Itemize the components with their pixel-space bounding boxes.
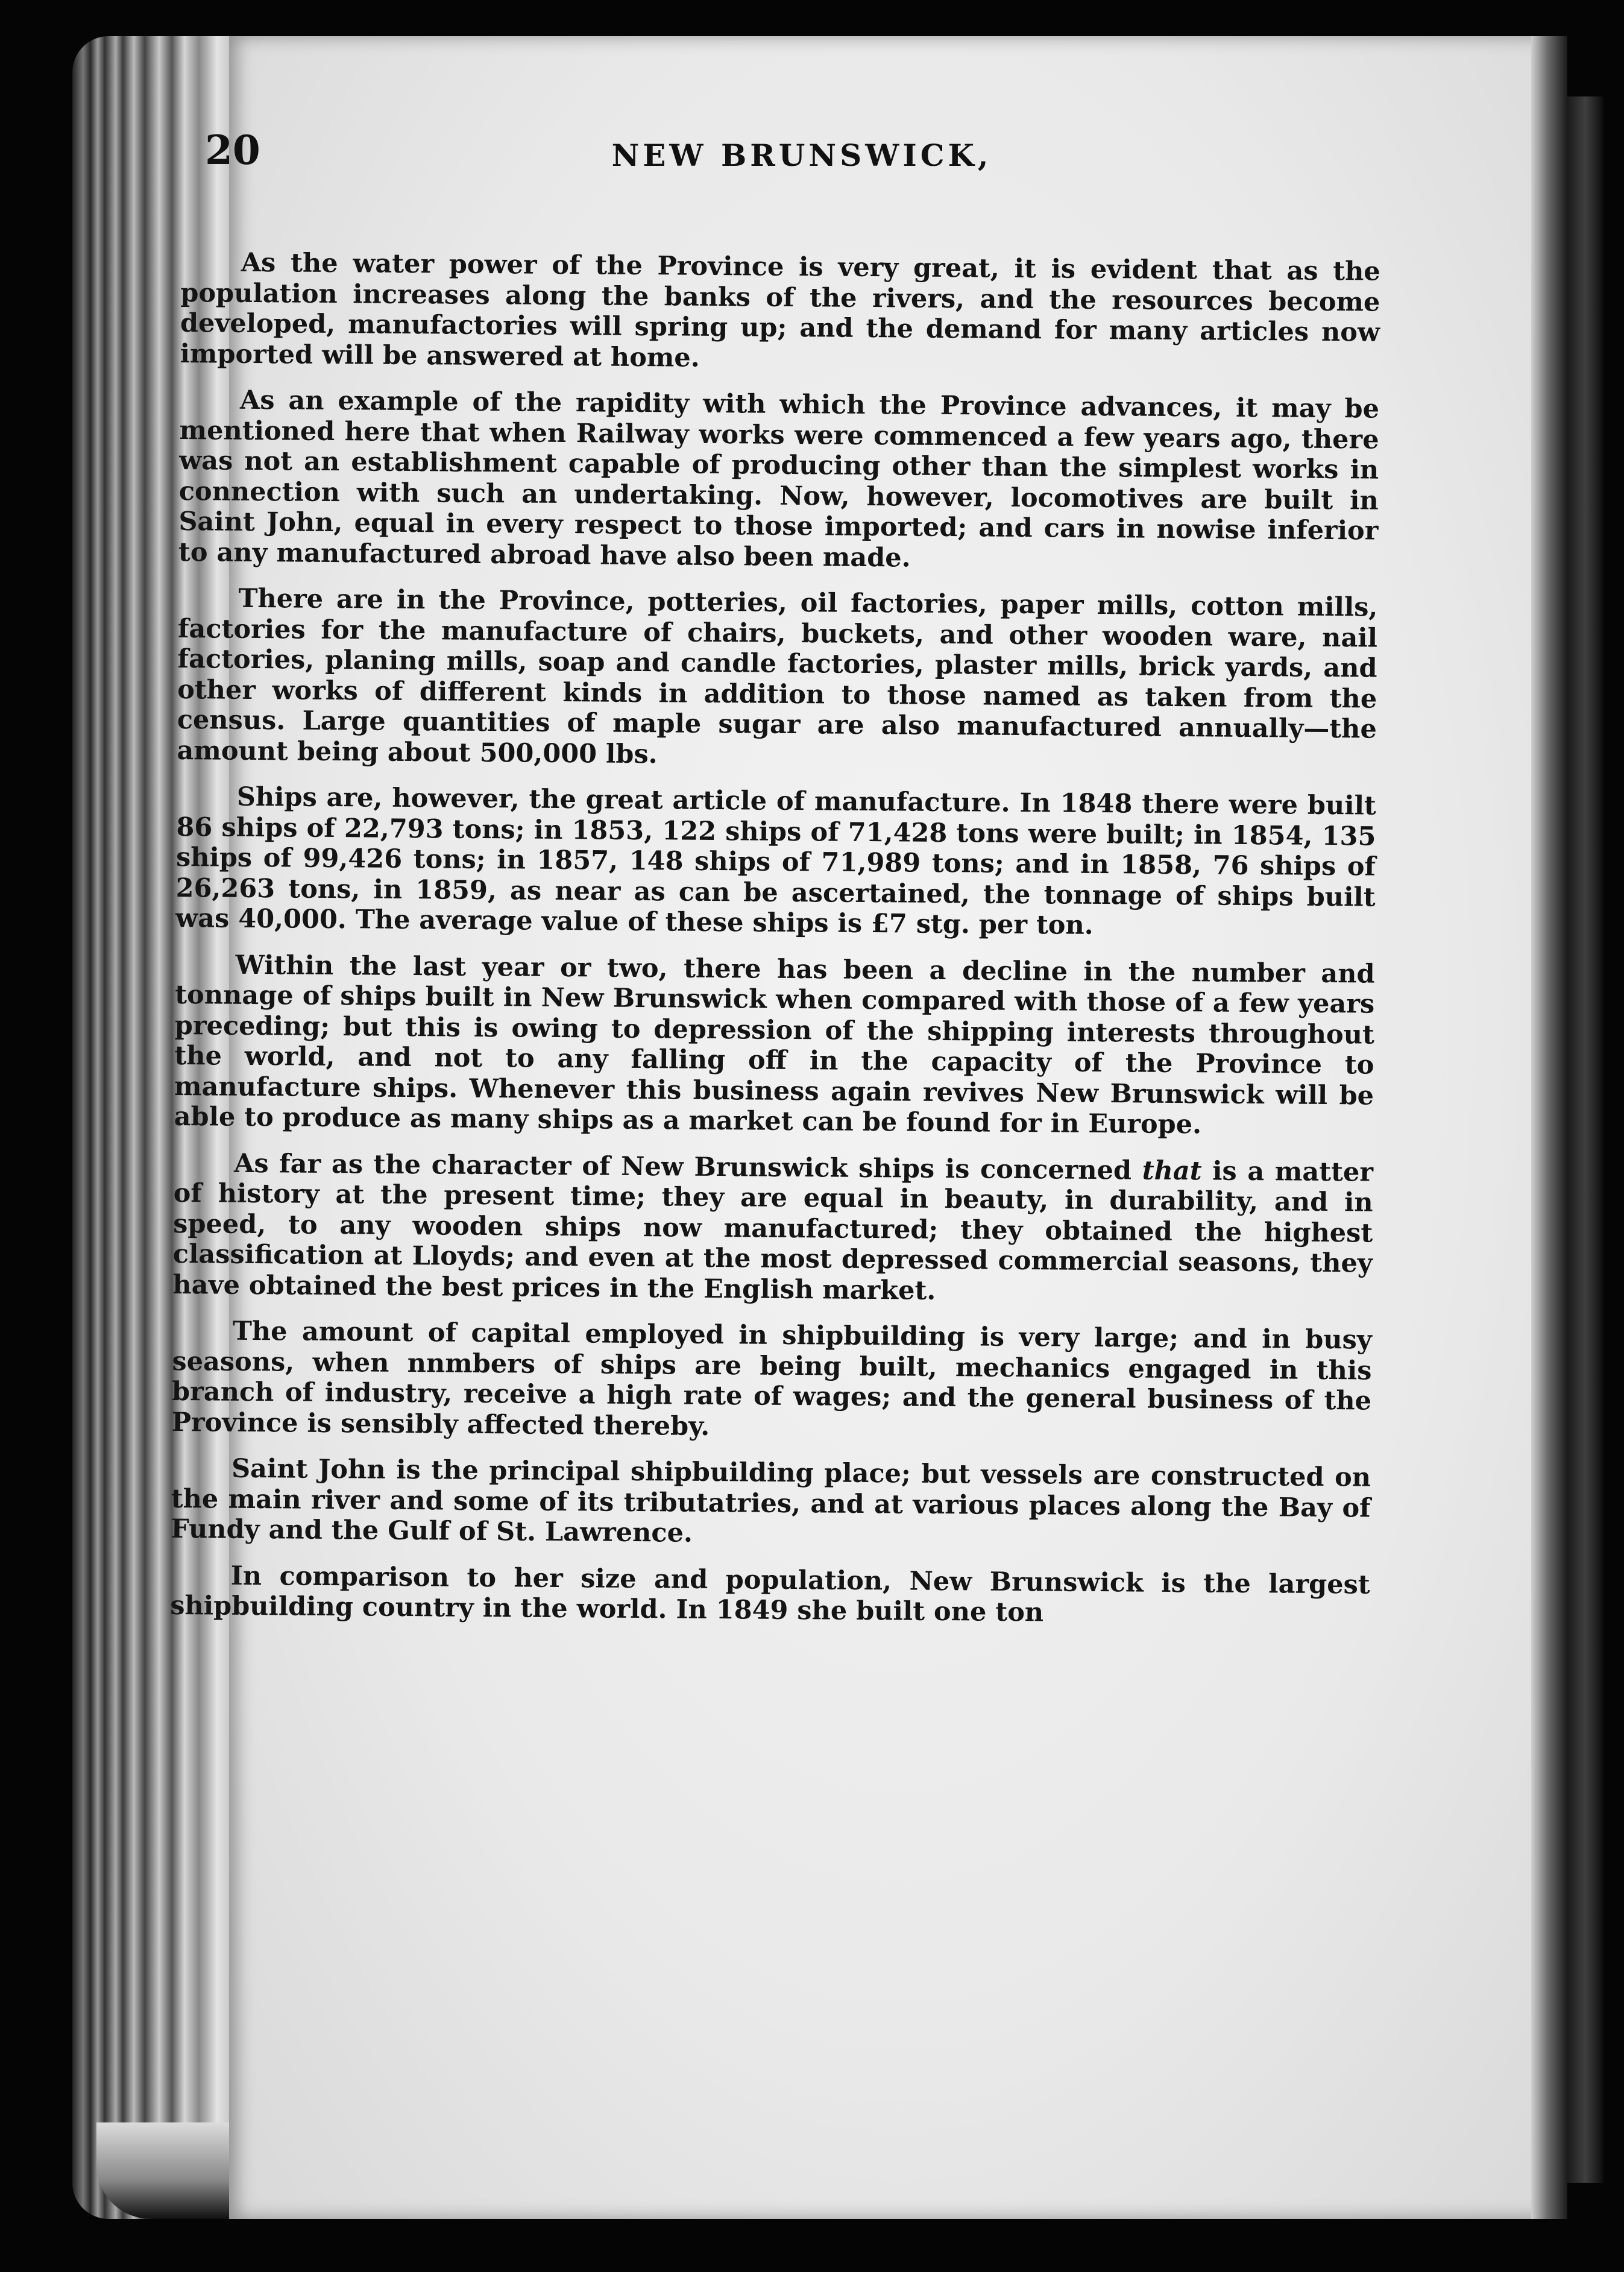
paragraph-saint-john: Saint John is the principal shipbuilding place; but vessels are constructed on the main river and some of its tributatries, and at various places along the Bay of Fundy and the Gulf of St. Lawrence. [171, 1453, 1371, 1548]
running-head: NEW BRUNSWICK, [611, 137, 992, 173]
ship-character-text-start: As far as the character of New Brunswick ships is concerned [233, 1148, 1142, 1186]
paragraph-water-power: As the water power of the Province is very great, it is evident that as the population increases along the banks of the rivers, and the resources become developed, manufactories will spring up; and the demand for many articles now imported will be answered at home. [180, 247, 1380, 373]
page-number: 20 [205, 127, 260, 174]
ship-character-text-end: is a matter of history at the present time; they are equal in beauty, in durability, and in speed, to any wooden ships now manufactured; they obtained the highest classification at Lloyds; and even at the most depressed commercial seasons, they have obtained the best prices in the English market. [172, 1155, 1374, 1306]
paragraph-ship-character [172, 1147, 1373, 1309]
paragraph-railway-works: As an example of the rapidity with which the Province advances, it may be mentioned here that when Railway works were commenced a few years ago, there was not an establishment capable of producing other than the simplest works in connection with such an undertaking. Now, however, locomotives are built in Saint John, equal in every respect to those imported; and cars in nowise inferior to any manufactured abroad have also been made. [178, 385, 1380, 573]
ship-character-emphasis: that [1142, 1155, 1202, 1186]
page-header [205, 127, 1399, 199]
paragraph-factories: There are in the Province, potteries, oil factories, paper mills, cotton mills, factories for the manufacture of chairs, buckets, and other wooden ware, nail factories, planing mills, soap and candle factories, plaster mills, brick yards, and other works of different kinds in addition to those named as taken from the census. Large quantities of maple sugar are also manufactured annually—the amount being about 500,000 lbs. [177, 583, 1378, 769]
body-text [170, 247, 1380, 1646]
paragraph-comparison: In comparison to her size and population, New Brunswick is the largest shipbuilding country in the world. In 1849 she built one ton [170, 1560, 1370, 1628]
paragraph-decline: Within the last year or two, there has been a decline in the number and tonnage of ships built in New Brunswick when compared with those of a few years preceding; but this is owing to depression of the shipping interests throughout the world, and not to any falling off in the capacity of the Province to manufacture ships. Whenever this business again revives New Brunswick will be able to produce as many ships as a market can be found for in Europe. [174, 950, 1375, 1140]
paragraph-ships-tonnage: Ships are, however, the great article of manufacture. In 1848 there were built 86 ships of 22,793 tons; in 1853, 122 ships of 71,428 tons were built; in 1854, 135 ships of 99,426 tons; in 1857, 148 ships of 71,989 tons; and in 1858, 76 ships of 26,263 tons, in 1859, as near as can be ascertained, the tonnage of ships built was 40,000. The average value of these ships is £7 stg. per ton. [175, 781, 1376, 941]
binding-edge [1567, 96, 1604, 2183]
paragraph-capital: The amount of capital employed in shipbuilding is very large; and in busy seasons, when nnmbers of ships are being built, mechanics engaged in this branch of industry, receive a high rate of wages; and the general business of the Province is sensibly affected thereby. [171, 1316, 1373, 1442]
